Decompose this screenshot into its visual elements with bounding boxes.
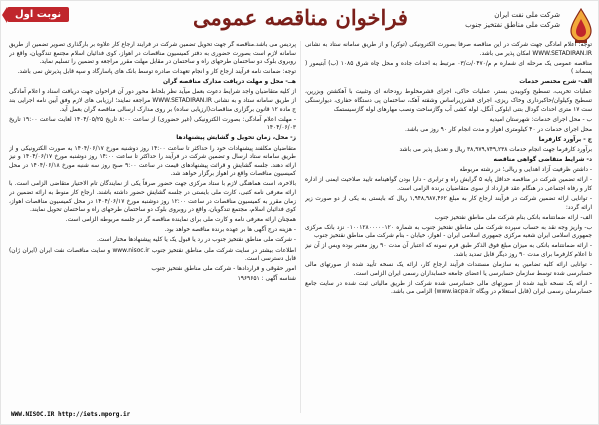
paragraph: - شرکت ملی مناطق نفتخیز جنوب در رد یا قبول یک یا کلیه پیشنهادها مختار است. <box>97 237 296 244</box>
paragraph: - هزینه درج آگهی ها بر عهده برنده مناقصه خواهد بود. <box>164 227 296 234</box>
paragraph: - ارائه یک نسخه تأیید شده از صورتهای مالی حسابرسی شده شرکت از طریق مالیاتی ثبت شده در سایت جامع حسابرسان رسمی ایران (قابل استعلام در وبگاه www.iacpa.ir) الزامی می باشد. <box>305 280 592 296</box>
paragraph: اطلاعات بیشتر در سایت شرکت ملی مناطق نفتخیز جنوب www.nisoc.ir و سایت مناقصات نفت ایران (ایران ژان) قابل دسترسی است. <box>9 247 296 263</box>
paragraph: الف- ارائه ضمانتنامه بانکی بنام شرکت ملی مناطق نفتخیز جنوب <box>434 214 592 221</box>
footer-websites[interactable]: WWW.NISOC.IR http://iets.mporg.ir <box>11 411 131 418</box>
paragraph: ب- واریز وجه نقد به حساب سپرده شرکت ملی مناطق نفتخیز جنوب به شماره ۰۱۰۰۱۲۸۰۰۰۰۰۱۲۰ نزد بانک مرکزی جمهوری اسلامی ایران شعبه مرکزی جمهوری اسلامی ایران - اهواز، خیابان - بنام شرکت ملی مناطق نفتخیز جنوب <box>305 224 592 240</box>
paragraph: محل اجرای خدمات در ۴۰ کیلومتری اهواز و مدت انجام کار ۹۰ روز می باشد. <box>405 126 592 133</box>
left-text-column <box>9 41 296 413</box>
company-name-line: شرکت ملی نفت ایران <box>494 11 560 19</box>
paragraph: همچنان ارائه معرفی نامه و کارت ملی برای نماینده مناقصه گر در جلسه مربوطه الزامی است. <box>65 217 296 224</box>
publication-round-badge: نوبت اول <box>7 7 69 22</box>
paragraph: از کلیه متقاضیان واجد شرایط دعوت بعمل میآید نظر بلحاظ محور دور آن فراخوان جهت دریافت اسناد و اعلام آمادگی از طریق سامانه ستاد و به نشانی WWW.SETADIRAN.IR مراجعه نمایند؛ ارزیابی های لازم وفق آیین نامه اجرایی بند ج ماده ۱۲ قانون برگزاری مناقصات(ارزیابی ساده) بر روی مدارک ارسالی مناقصه گران بعمل آید. <box>9 89 296 113</box>
paragraph: - توانایی ارائه تضمین شرکت در فرآیند ارجاع کار به مبلغ ۱,۹۴۸,۹۸۷,۴۶۲ ریال که بایستی به یکی از دو صورت زیر ارائه گردد: <box>305 196 592 211</box>
section-heading: د- شرایط متقاضی گواهی مناقصه <box>493 157 592 164</box>
paragraph: - داشتن ظرفیت آزاد اهدایی و ریالی؛ در رشته مربوطه <box>459 167 592 174</box>
section-heading: ج - برآورد کارفرما <box>538 136 592 143</box>
paragraph: بالاخره، است هماهنگی لازم با ستاد مرکزی جهت حضور صرفاً یکی از نمایندگان تام الاختیار متقاضی الزامی است. با ارائه معرفی نامه کتبی، کارت ملی بایستی در جلسه گشایش حضور داشته باشند. ارجاع کار منوط به ارائه تضمین در زمان مقرر به کمیسیون مناقصات در ساعت ۱۲:۰۰ روز دوشنبه مورخ ۱۴۰۴/۰۶/۱۷ در محل کمیسیون مناقصات اهواز، کوی فدائیان اسلام، مجتمع تندگویان، واقع در روبروی بلوک دو ساختمان طرحهای راه و ساختمان تحویل نمایند. <box>9 181 296 214</box>
paragraph: شناسه آگهی : ۱۹۶۹۶۵۱ <box>237 276 296 283</box>
column-divider <box>300 41 301 413</box>
paragraph: ب - محل اجرای خدمات: شهرستان امیدیه <box>489 116 592 123</box>
paragraph: توجه: اعلام آمادگی جهت شرکت در این مناقصه صرفاً بصورت الکترونیکی (توکن) و از طریق سامانه ستاد به نشانی WWW.SETADIRAN.IR امکان پذیر می باشد. <box>305 42 592 57</box>
section-heading: ز- محل، زمان تحویل و گشایش پیشنهادها <box>176 135 296 142</box>
paragraph: - مهلت اعلام آمادگی: بصورت الکترونیکی (غیر حضوری) از ساعت ۸:۰۰ تاریخ ۱۴۰۴/۰۵/۲۵ لغایت ساعت ۱۹:۰۰ تاریخ ۱۴۰۴/۰۶/۰۳ <box>9 116 296 132</box>
paragraph: عملیات تخریب، تسطیح وکوبیدن بستر، عملیات خاکی، اجرای قشرمخلوط رودخانه ای وتثبیت با آهکشتن وبزرین، تسطیح وکیلوان/خاکبرداری وخاک ریزی، اجرای قشرزیراساس وشفته آهک، ساختمان پی دستگاه حفاری، دیوارسنگی ست ۱۷ متری احداث گودال بتنی ابلوکی آنگل، لوله کشی آب وگازساخت ونصب مهارهای لوله گازسیستمک <box>305 89 592 113</box>
paragraph: برآورد کارفرما جهت انجام خدمات ۳۸,۹۷۹,۷۴۹,۲۳۸ ریال و تعدیل پذیر می باشد <box>399 147 592 154</box>
notice-title: فراخوان مناقصه عمومی <box>193 5 408 30</box>
right-text-column <box>305 41 592 413</box>
paragraph: توجه: ضمانت نامه فرآیند ارجاع کار و انجام تعهدات صادره توسط بانک های پاسارگاد و سپه قابل پذیرش نمی باشد. <box>17 69 296 76</box>
paragraph: پردیس می باشد.مناقصه گر جهت تحویل تضمین شرکت در فرآیند ارجاع کار علاوه بر بارگذاری تصویر تضمین از طریق سامانه لازم است بصورت حضوری به دفتر کمیسیون مناقصات در اهواز، کوی فدائیان اسلام مجتمع تندگویان، واقع در روبروی بلوک دو ساختمان طرحهای راه و ساختمان در مقابل مهلت مقرر مراجعه و تضمین را تسلیم نماید. <box>9 42 296 66</box>
company-subsidiary-line: شرکت ملی مناطق نفتخیز جنوب <box>465 21 560 29</box>
paragraph: مناقصه عمومی یک مرحله ای شماره م م/۰۴۷۰/ت/۰۳ مرتبط به احداث جاده و محل چاه شرق ۱۰۸۵ (ب) آبتیمور ( پسماند ) <box>305 60 592 76</box>
paragraph: - ارائه ضمانتنامه بانکی به میزان مبلغ فوق الذکر طبق فرم نمونه که اعتبار آن مدت ۹۰ روز معتبر بوده ویس از آن نیز تا اعلام کارفرما برای مدت ۹۰ روز دیگر قابل تمدید باشد. <box>305 243 592 259</box>
paragraph: متقاضیان مکلفند پیشنهادات خود را حداکثر تا ساعت ۱۴:۰۰ روز دوشنبه مورخ ۱۴۰۴/۰۶/۱۷ به صورت الکترونیکی و از طریق سامانه ستاد ارسال و تضمین شرکت در فرآیند را حداکثر تا ساعت ۱۴:۰۰ روز دوشنبه مورخ ۱۴۰۴/۰۶/۱۷ و نیز ارائه دهند. جلسه گشایش و قرائت پیشنهادهای قیمت در ساعت ۹:۰۰ صبح روز سه شنبه مورخ ۱۴۰۴/۰۶/۱۸ در محل کمیسیون مناقصات واقع در اهواز برگزار خواهد شد. <box>9 145 296 178</box>
paragraph: - ارائه تضمین شرکت در مناقصه حداقل پایه ۵ گرایش راه و ترابری - دارا بودن گواهینامه تایید صلاحیت ایمنی از اداره کار و رفاه اجتماعی در هنگام عقد قرارداد از سوی متقاضیان برنده الزامی است. <box>305 177 592 192</box>
paragraph: - توانایی ارائه کلیه تضامین به سازمان مستندات فرآیند ارجاع کار، ارائه یک نسخه تأیید شده از صورتهای مالی حسابرسی شده توسط سازمان حسابرسی یا اعضای جامعه حسابداران رسمی ایران الزامی است. <box>305 262 592 277</box>
paragraph: امور حقوقی و قراردادها - شرکت ملی مناطق نفتخیز جنوب <box>151 266 296 273</box>
section-heading: هــ- محل و مهلت دریافت مدارک مناقصه گران <box>163 79 296 86</box>
section-heading: الف- شرح مختصر خدمات <box>519 79 592 86</box>
